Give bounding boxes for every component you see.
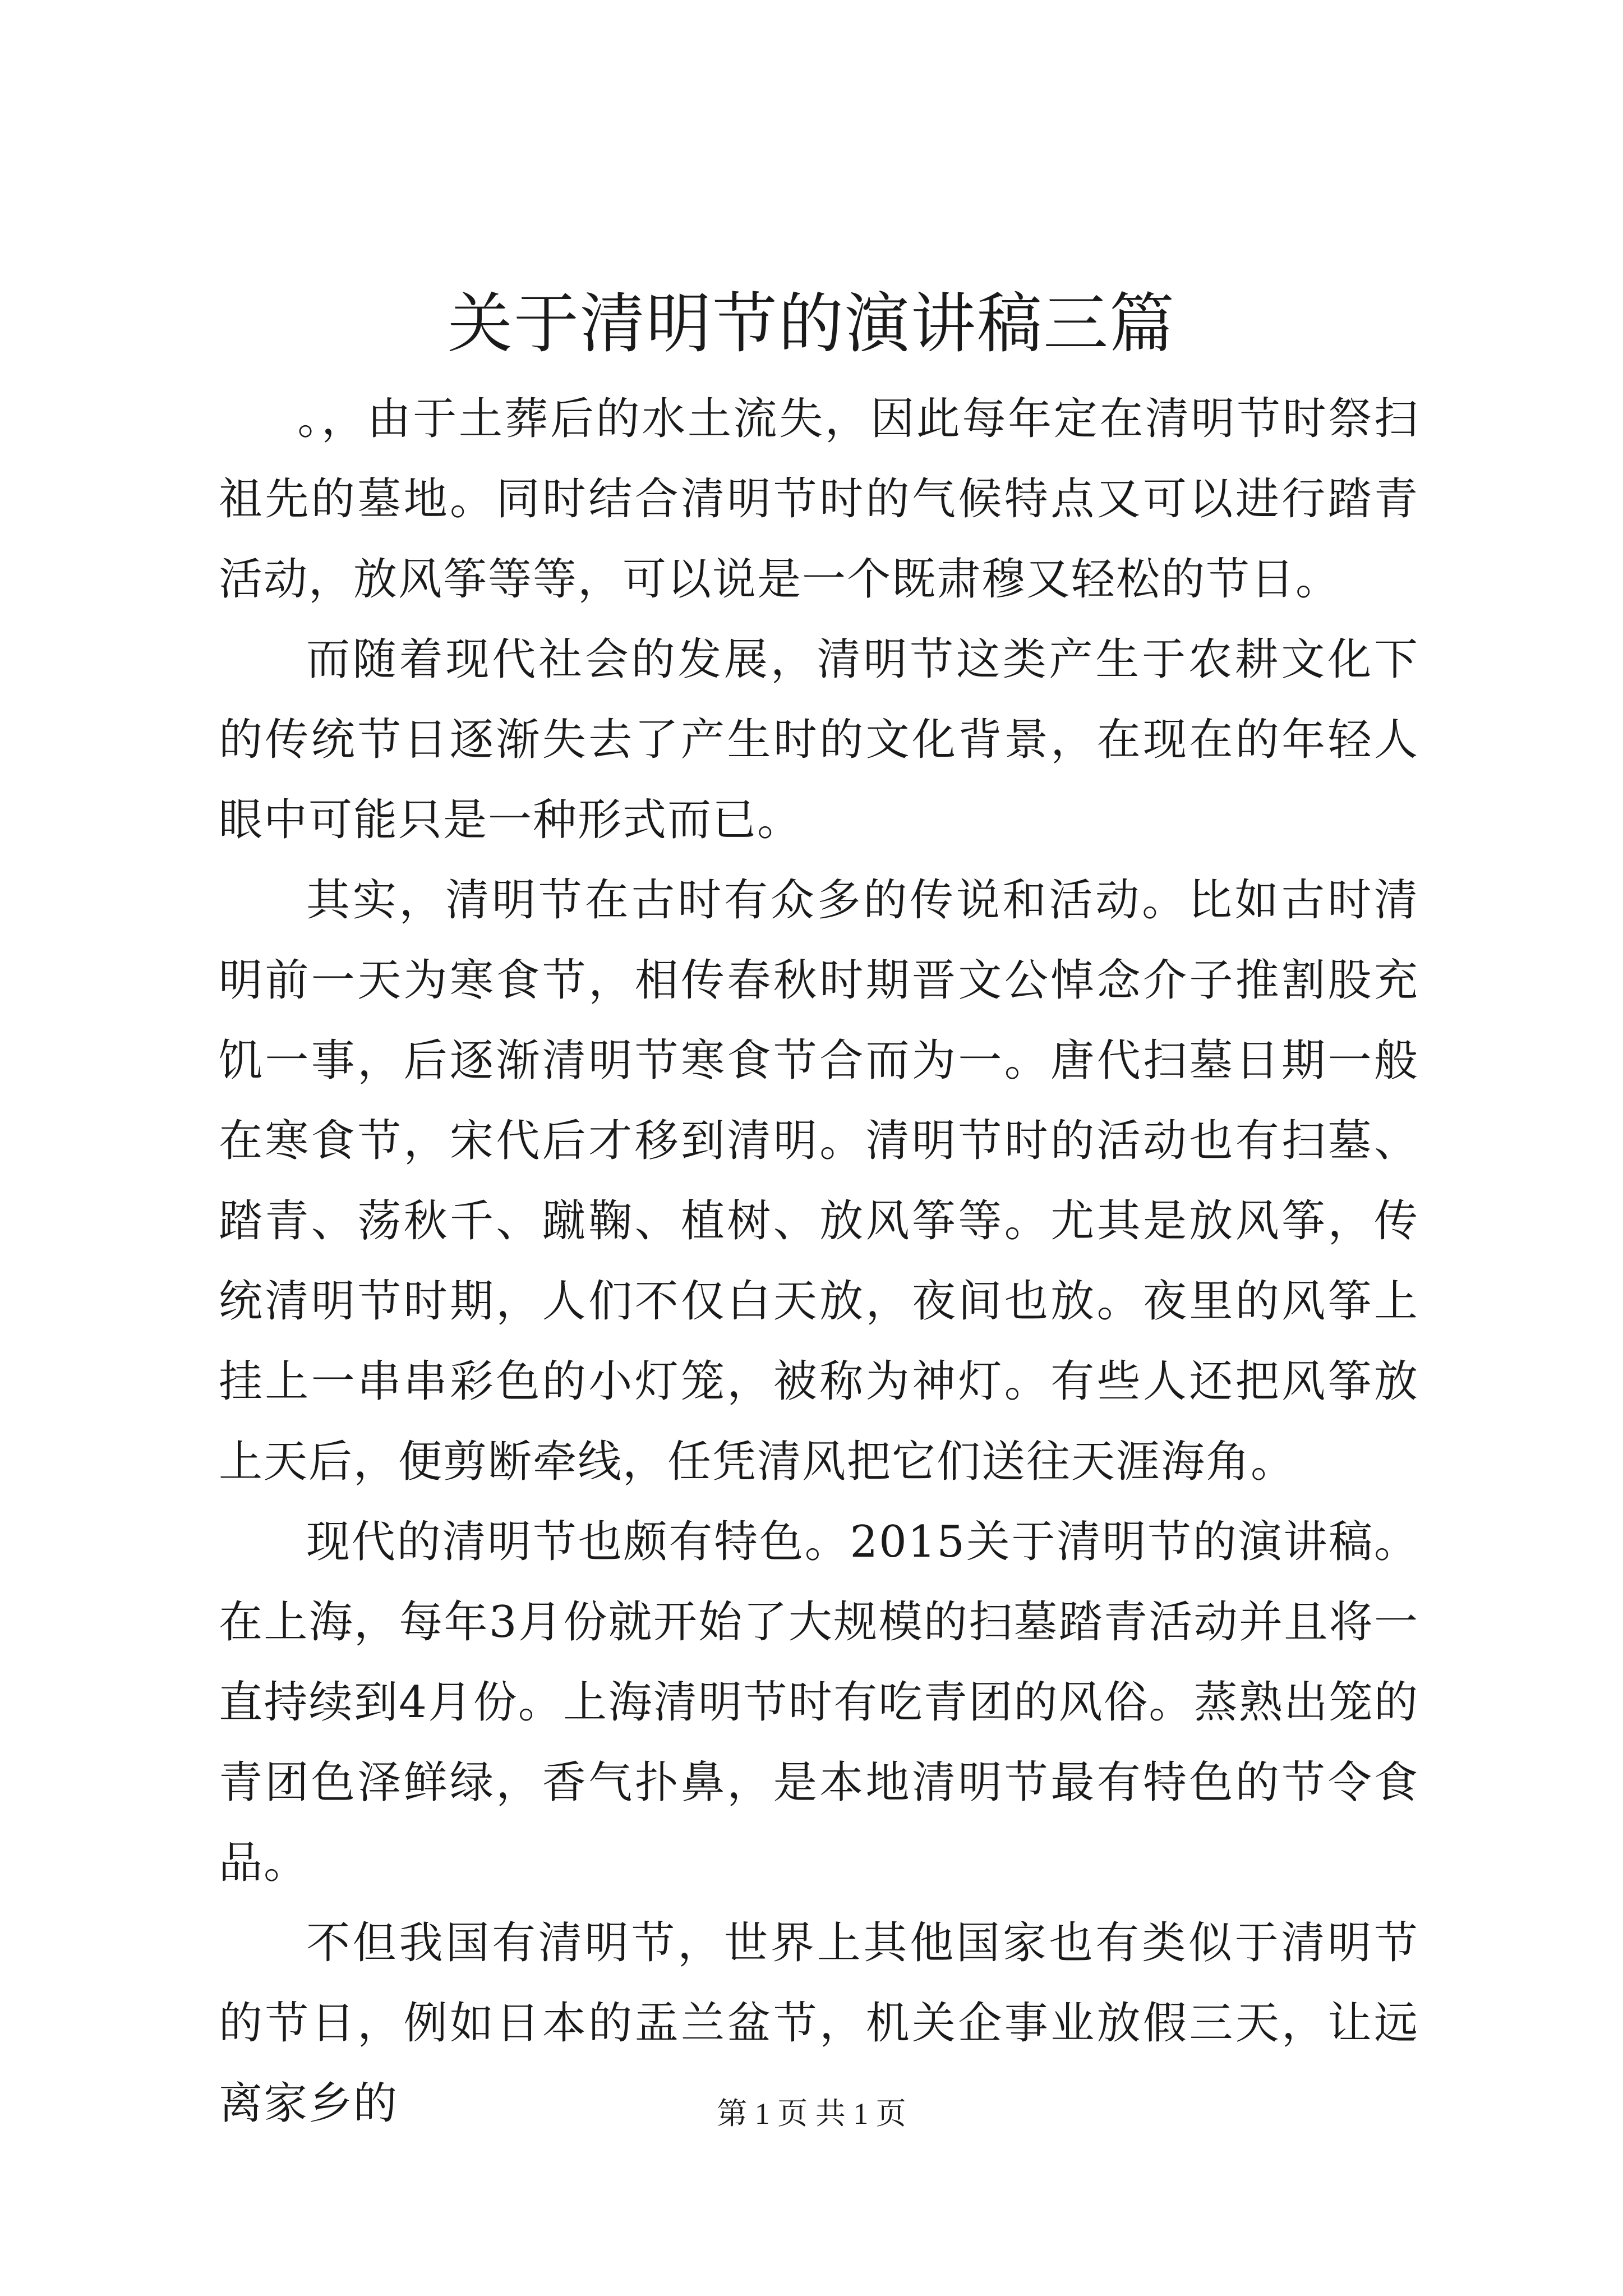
paragraph: 不但我国有清明节，世界上其他国家也有类似于清明节的节日，例如日本的盂兰盆节，机关企事业放假三天，让远离家乡的 [219,1918,1419,2129]
paragraph: 而随着现代社会的发展，清明节这类产生于农耕文化下的传统节日逐渐失去了产生时的文化背景，在现在的年轻人眼中可能只是一种形式而已。 [219,634,1419,845]
paragraph: 其实，清明节在古时有众多的传说和活动。比如古时清明前一天为寒食节，相传春秋时期晋文公悼念介子推割股充饥一事，后逐渐清明节寒食节合而为一。唐代扫墓日期一般在寒食节，宋代后才移到清明。清明节时的活动也有扫墓、踏青、荡秋千、蹴鞠、植树、放风筝等。尤其是放风筝，传统清明节时期，人们不仅白天放，夜间也放。夜里的风筝上挂上一串串彩色的小灯笼，被称为神灯。有些人还把风筝放上天后，便剪断牵线，任凭清风把它们送往天涯海角。 [219,875,1419,1487]
paragraph: 。，由于土葬后的水土流失，因此每年定在清明节时祭扫祖先的墓地。同时结合清明节时的气候特点又可以进行踏青活动，放风筝等等，可以说是一个既肃穆又轻松的节日。 [219,394,1419,605]
page-footer: 第 1 页 共 1 页 [717,2097,906,2131]
page-title: 关于清明节的演讲稿三篇 [448,286,1175,362]
paragraph: 现代的清明节也颇有特色。2015关于清明节的演讲稿。在上海，每年3月份就开始了大规模的扫墓踏青活动并且将一直持续到4月份。上海清明节时有吃青团的风俗。蒸熟出笼的青团色泽鲜绿，香气扑鼻，是本地清明节最有特色的节令食品。 [219,1517,1419,1888]
document-body [219,379,1419,2144]
